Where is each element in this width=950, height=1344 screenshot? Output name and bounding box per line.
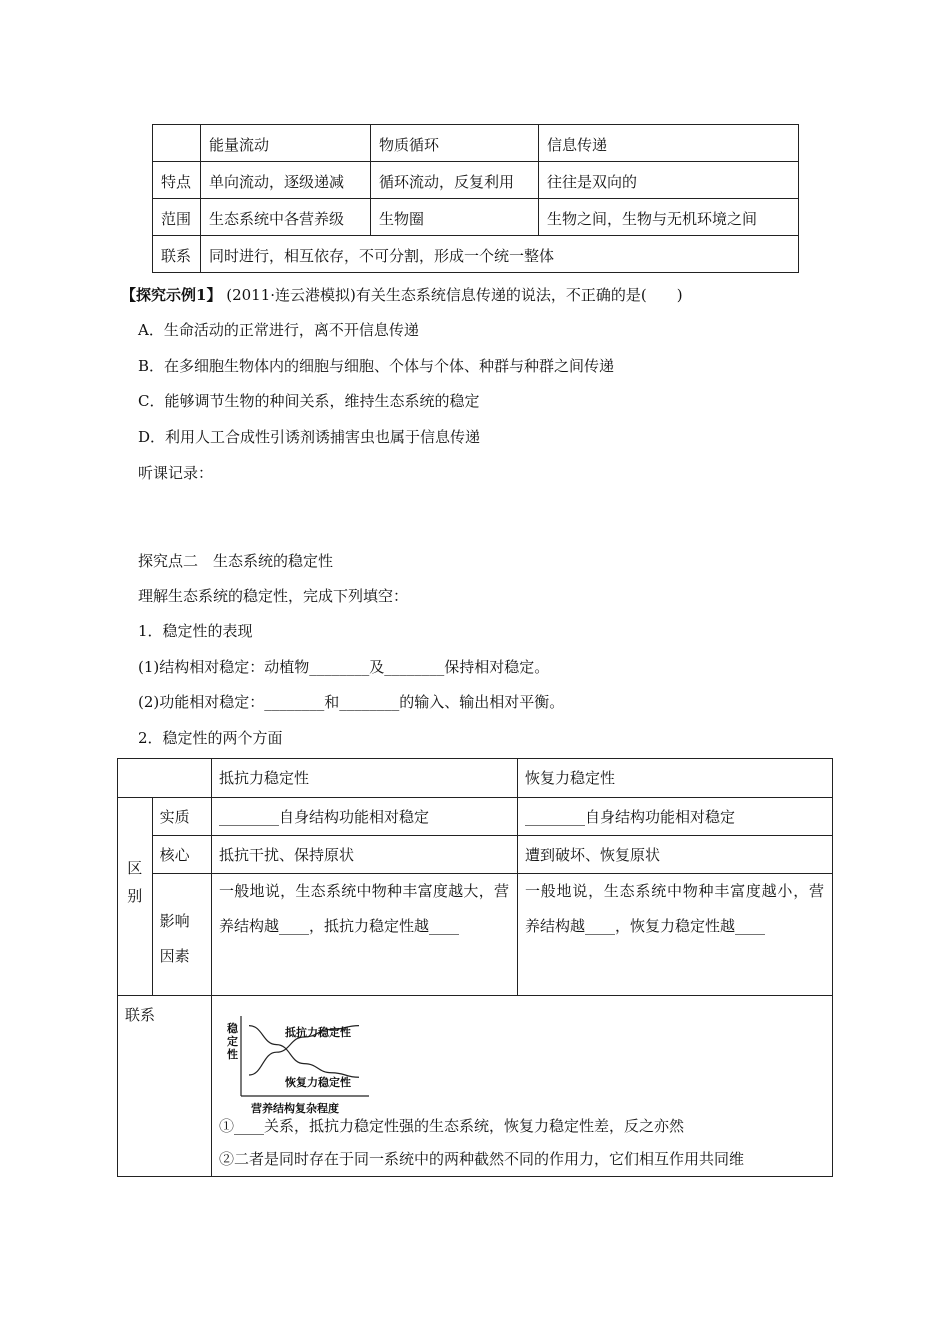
- table-cell: 往往是双向的: [539, 162, 799, 199]
- row-label: 核心: [152, 836, 211, 874]
- table-cell: 生物圈: [371, 199, 539, 236]
- option-d: D．利用人工合成性引诱剂诱捕害虫也属于信息传递: [138, 428, 481, 446]
- table-cell: 循环流动，反复利用: [371, 162, 539, 199]
- table-row: [118, 836, 833, 874]
- table-cell: 抵抗干扰、保持原状: [212, 836, 518, 874]
- table-row: [153, 236, 799, 273]
- table-row: [118, 996, 833, 1177]
- table-row: [118, 874, 833, 996]
- table-cell: ________自身结构功能相对稳定: [518, 798, 833, 836]
- table-row: [153, 162, 799, 199]
- row-label: 实质: [152, 798, 211, 836]
- sub-item-1: (1)结构相对稳定：动植物________及________保持相对稳定。: [138, 658, 550, 676]
- factor-text: 一般地说，生态系统中物种丰富度越小，营养结构越____，恢复力稳定性越____: [525, 882, 824, 935]
- section-intro: 理解生态系统的稳定性，完成下列填空：: [138, 587, 409, 605]
- option-b: B．在多细胞生物体内的细胞与细胞、个体与个体、种群与种群之间传递: [138, 357, 615, 375]
- item-2: 2．稳定性的两个方面: [138, 729, 283, 747]
- link-line-2: ②二者是同时存在于同一系统中的两种截然不同的作用力，它们相互作用共同维: [219, 1150, 745, 1168]
- stability-table: [117, 758, 833, 1177]
- table-header-cell: [118, 759, 212, 798]
- table-header-cell: 物质循环: [371, 125, 539, 162]
- table-header-cell: 信息传递: [539, 125, 799, 162]
- table-header-cell: 抵抗力稳定性: [212, 759, 518, 798]
- example-title: 【探究示例1】: [121, 286, 222, 304]
- table-header-row: [153, 125, 799, 162]
- link-label: 联系: [118, 996, 212, 1177]
- group-cell: [118, 798, 153, 996]
- row-label: 影响因素: [152, 874, 211, 996]
- series-label-recover: 恢复力稳定性: [285, 1076, 351, 1089]
- item-1: 1．稳定性的表现: [138, 622, 253, 640]
- option-a: A．生命活动的正常进行，离不开信息传递: [138, 321, 419, 339]
- section-heading: 探究点二 生态系统的稳定性: [138, 552, 334, 570]
- table-cell: [518, 874, 833, 996]
- example-question: [121, 284, 683, 305]
- table-cell: 生物之间，生物与无机环境之间: [539, 199, 799, 236]
- sub-item-2: (2)功能相对稳定：________和________的输入、输出相对平衡。: [138, 693, 565, 711]
- table-header-row: [118, 759, 833, 798]
- series-label-resist: 抵抗力稳定性: [285, 1026, 351, 1039]
- link-cell: [212, 996, 833, 1177]
- table-cell: 单向流动，逐级递减: [201, 162, 371, 199]
- chart-ylabel: 稳定性: [227, 1022, 238, 1061]
- factor-text: 一般地说，生态系统中物种丰富度越大，营养结构越____，抵抗力稳定性越____: [219, 882, 509, 935]
- table-row: [153, 199, 799, 236]
- table-cell: ________自身结构功能相对稳定: [212, 798, 518, 836]
- table-cell: 联系: [153, 236, 201, 273]
- table-cell: 同时进行，相互依存，不可分割，形成一个统一整体: [201, 236, 799, 273]
- table-cell: 生态系统中各营养级: [201, 199, 371, 236]
- table-cell: 遭到破坏、恢复原状: [518, 836, 833, 874]
- table-header-cell: [153, 125, 201, 162]
- link-line-1: ①____关系，抵抗力稳定性强的生态系统，恢复力稳定性差，反之亦然: [219, 1117, 685, 1135]
- table-cell: 特点: [153, 162, 201, 199]
- table-header-cell: 能量流动: [201, 125, 371, 162]
- chart-xlabel: 营养结构复杂程度: [251, 1102, 339, 1115]
- table-header-cell: 恢复力稳定性: [518, 759, 833, 798]
- stability-chart: [219, 1008, 379, 1118]
- table-cell: 范围: [153, 199, 201, 236]
- table-cell: [212, 874, 518, 996]
- group-label: 区别: [127, 859, 143, 905]
- comparison-table: [152, 124, 799, 273]
- option-c: C．能够调节生物的种间关系，维持生态系统的稳定: [138, 392, 480, 410]
- table-row: [118, 798, 833, 836]
- notes-label: 听课记录：: [138, 464, 214, 482]
- example-question-text: (2011·连云港模拟)有关生态系统信息传递的说法，不正确的是( ): [226, 286, 683, 304]
